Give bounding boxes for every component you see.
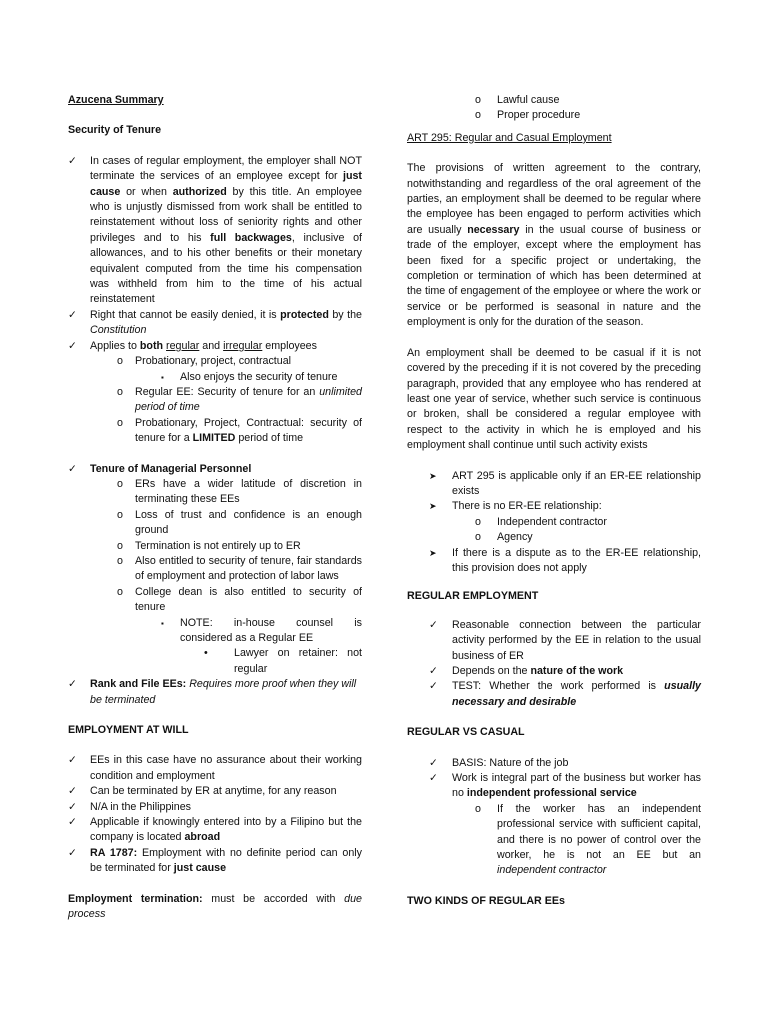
- list-item: ➤ ART 295 is applicable only if an ER-EE relationship exists: [429, 469, 701, 497]
- check-icon: ✓: [68, 462, 77, 475]
- list-item: ➤ If there is a dispute as to the ER-EE relationship, this provision does not apply: [429, 546, 701, 574]
- security-list: [68, 154, 362, 447]
- list-item: ▪ Also enjoys the security of tenure: [68, 370, 362, 385]
- termination-note: Employment termination: must be accorded with due process: [68, 892, 362, 921]
- list-item: ✓ N/A in the Philippines: [68, 800, 362, 815]
- arrow-bullet-icon: ➤: [429, 470, 437, 481]
- rvc-list: [407, 756, 701, 879]
- list-item: ✓ Reasonable connection between the particular activity performed by the EE in relation to the usual business of ER: [429, 618, 701, 662]
- eaw-list: [68, 753, 362, 876]
- arrow-list: [407, 469, 701, 577]
- circle-bullet-icon: o: [117, 416, 123, 429]
- list-item: ✓ In cases of regular employment, the employer shall NOT terminate the services of an employee except for just cause or when authorized by this title. An employee who is unjustly dismissed from work shall be entitled to reinstatement without loss of seniority rights and other privileges and to his full backwages, inclusive of allowances, and to his other benefits or their monetary equivalent computed from the time his compensation was withheld from him to the time of his actual reinstatement: [68, 154, 362, 306]
- managerial-heading: ✓ Tenure of Managerial Personnel: [68, 462, 362, 477]
- square-bullet-icon: ▪: [161, 372, 164, 382]
- list-item: o Regular EE: Security of tenure for an unlimited period of time: [117, 385, 362, 414]
- square-bullet-icon: ▪: [161, 618, 164, 628]
- list-item: ✓ Right that cannot be easily denied, it is protected by the Constitution: [68, 308, 362, 337]
- list-item: o Loss of trust and confidence is an enough ground: [117, 508, 362, 537]
- circle-bullet-icon: o: [475, 109, 481, 122]
- circle-bullet-icon: o: [117, 554, 123, 567]
- list-item: ✓ EEs in this case have no assurance about their working condition and employment: [68, 754, 362, 782]
- list-item: o Agency: [407, 530, 701, 545]
- check-icon: ✓: [68, 846, 77, 859]
- check-icon: ✓: [68, 339, 77, 352]
- check-icon: ✓: [68, 816, 77, 829]
- doc-title: Azucena Summary: [68, 94, 164, 106]
- art295-heading: ART 295: Regular and Casual Employment: [407, 131, 612, 144]
- check-icon: ✓: [68, 800, 77, 813]
- list-item: o College dean is also entitled to security of tenure: [117, 585, 362, 614]
- circle-bullet-icon: o: [475, 802, 481, 815]
- regular-employment-heading: REGULAR EMPLOYMENT: [407, 590, 539, 603]
- list-item: ▪ NOTE: in-house counsel is considered as a Regular EE: [161, 616, 362, 644]
- list-item: ✓ RA 1787: Employment with no definite period can only be terminated for just cause: [68, 846, 362, 875]
- circle-bullet-icon: o: [117, 508, 123, 521]
- list-item: • Lawyer on retainer: not regular: [204, 647, 362, 675]
- list-item: o Termination is not entirely up to ER: [68, 539, 362, 554]
- regular-vs-casual-heading: REGULAR VS CASUAL: [407, 726, 525, 739]
- art295-paragraph-2: An employment shall be deemed to be casual if it is not covered by the preceding if it is not covered by the preceding paragraph, provided that any employee who has rendered at least one year of service, whether such service is continuous or broken, shall be considered a regular employee with respect to the activity in which he is employed and his employment shall continue until such activity exists: [407, 346, 701, 452]
- circle-bullet-icon: o: [117, 477, 123, 490]
- circle-bullet-icon: o: [117, 355, 123, 368]
- check-icon: ✓: [429, 772, 438, 785]
- list-item: ✓ TEST: Whether the work performed is usually necessary and desirable: [429, 680, 701, 708]
- circle-bullet-icon: o: [117, 385, 123, 398]
- two-kinds-heading: TWO KINDS OF REGULAR EEs: [407, 894, 565, 907]
- list-item: o Independent contractor: [407, 515, 701, 530]
- circle-bullet-icon: o: [475, 94, 481, 106]
- list-item: o Also entitled to security of tenure, fair standards of employment and protection of labor laws: [117, 554, 362, 583]
- list-item: ✓ Applies to both regular and irregular employees: [68, 339, 362, 354]
- art295-paragraph-1: The provisions of written agreement to the contrary, notwithstanding and regardless of the oral agreement of the parties, an employment shall be deemed to be regular where the employee has been engaged to perform activities which are usually necessary in the usual course of business or trade of the employer, except where the employment has been fixed for a specific project or undertaking, the completion or termination of which has been determined at the time of engagement of the employee or where the work or service or be performed is seasonal in nature and the employment is only for the duration of the season.: [407, 162, 702, 329]
- list-item: ✓ Can be terminated by ER at anytime, for any reason: [68, 784, 362, 799]
- regular-list: [407, 618, 701, 710]
- check-icon: ✓: [68, 678, 77, 691]
- circle-bullet-icon: o: [475, 515, 481, 528]
- check-icon: ✓: [429, 756, 438, 769]
- list-item: o Proper procedure: [407, 108, 701, 123]
- list-item: ✓ Rank and File EEs: Requires more proof when they will be terminated: [68, 678, 357, 706]
- list-item: ✓ Depends on the nature of the work: [407, 664, 701, 679]
- dot-bullet-icon: •: [204, 647, 208, 660]
- circle-bullet-icon: o: [117, 539, 123, 552]
- check-icon: ✓: [68, 754, 77, 767]
- list-item: o Probationary, Project, Contractual: security of tenure for a LIMITED period of time: [117, 416, 362, 445]
- circle-bullet-icon: o: [475, 531, 481, 544]
- check-icon: ✓: [68, 308, 77, 321]
- check-icon: ✓: [429, 665, 438, 677]
- list-item: o Probationary, project, contractual: [68, 354, 362, 369]
- check-icon: ✓: [68, 785, 77, 798]
- list-item: ✓ Work is integral part of the business but worker has no independent professional service: [429, 772, 701, 800]
- check-icon: ✓: [429, 618, 438, 631]
- circle-bullet-icon: o: [117, 585, 123, 598]
- arrow-bullet-icon: ➤: [429, 501, 437, 512]
- check-icon: ✓: [429, 680, 438, 693]
- list-item: ✓ Applicable if knowingly entered into by a Filipino but the company is located abroad: [68, 816, 362, 844]
- list-item: ➤ There is no ER-EE relationship:: [407, 499, 701, 514]
- list-item: ✓ BASIS: Nature of the job: [407, 756, 701, 771]
- security-heading: Security of Tenure: [68, 124, 162, 137]
- list-item: o If the worker has an independent professional service with sufficient capital, and there is no power of control over the worker, he is not an EE but an independent contractor: [475, 802, 701, 877]
- employment-at-will-heading: EMPLOYMENT AT WILL: [68, 724, 189, 737]
- check-icon: ✓: [68, 154, 77, 167]
- list-item: o Lawful cause: [407, 93, 701, 108]
- arrow-bullet-icon: ➤: [429, 547, 437, 558]
- list-item: o ERs have a wider latitude of discretion in terminating these EEs: [117, 477, 362, 506]
